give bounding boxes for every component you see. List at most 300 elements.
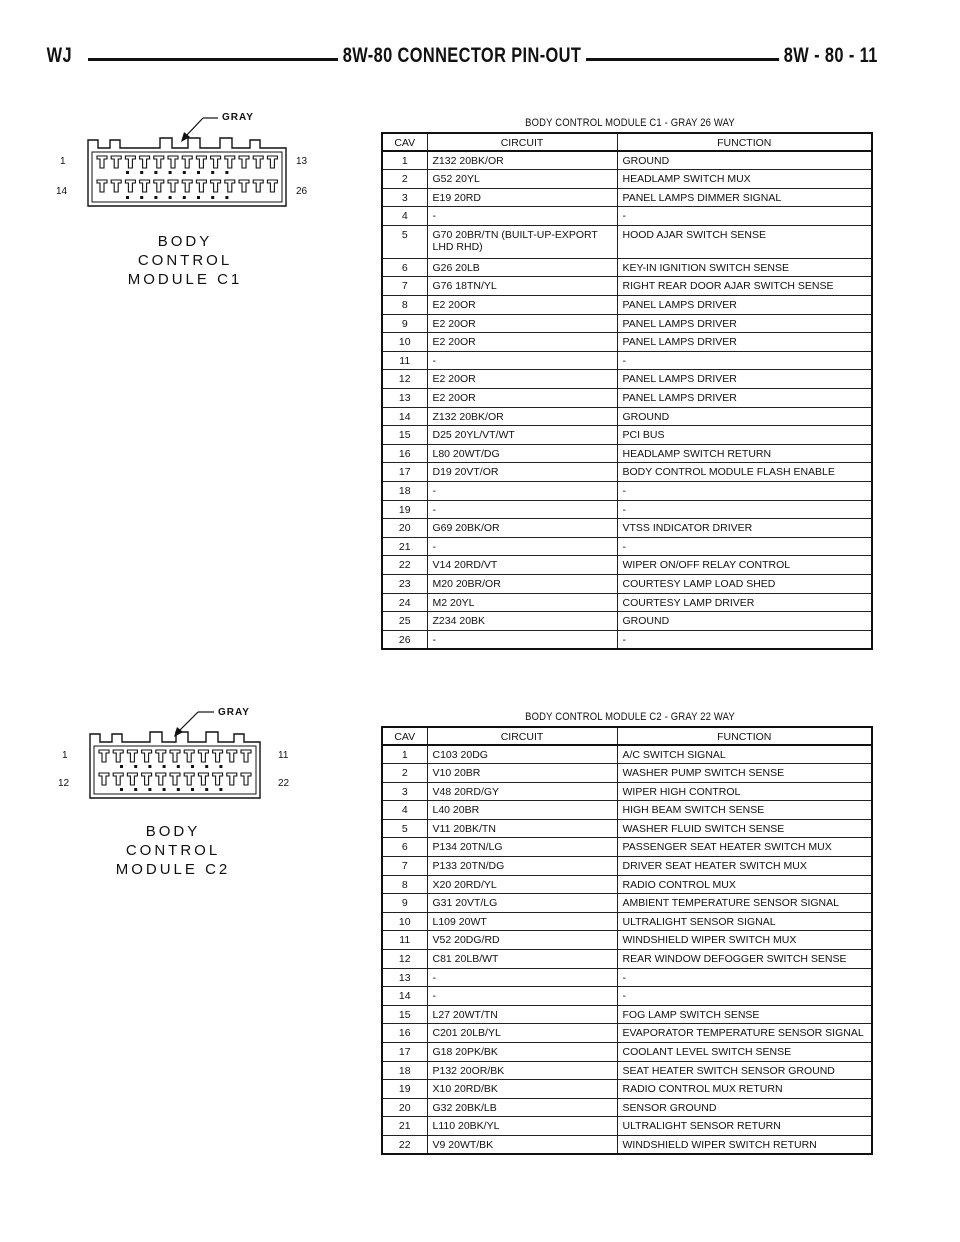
- pin-cavity: [127, 750, 137, 762]
- table-row: [382, 444, 872, 463]
- cell-function: -: [617, 630, 872, 649]
- cell-circuit: L109 20WT: [427, 912, 617, 931]
- table-row: [382, 1117, 872, 1136]
- header-vehicle-code: WJ: [42, 44, 77, 68]
- pin-cavity: [198, 773, 208, 785]
- pin-cavity: [97, 156, 107, 168]
- connector-c2-label-line: CONTROL: [125, 842, 221, 859]
- cell-circuit: D25 20YL/VT/WT: [427, 426, 617, 445]
- pin-latch: [225, 171, 228, 174]
- pin-cavity: [111, 180, 121, 192]
- pin-cavity: [241, 773, 251, 785]
- cell-function: WINDSHIELD WIPER SWITCH RETURN: [617, 1135, 872, 1154]
- pin-cavity: [156, 750, 166, 762]
- column-header-circuit: CIRCUIT: [427, 133, 617, 151]
- table-c1-title: BODY CONTROL MODULE C1 - GRAY 26 WAY: [525, 117, 735, 129]
- cell-function: -: [617, 987, 872, 1006]
- cell-circuit: X20 20RD/YL: [427, 875, 617, 894]
- table-row: [382, 188, 872, 207]
- connector-c1-pin-26: 26: [296, 186, 308, 197]
- cell-function: EVAPORATOR TEMPERATURE SENSOR SIGNAL: [617, 1024, 872, 1043]
- pin-cavity: [142, 750, 152, 762]
- cell-circuit: E2 20OR: [427, 370, 617, 389]
- connector-c2-label: [98, 822, 248, 879]
- cell-circuit: X10 20RD/BK: [427, 1080, 617, 1099]
- cell-circuit: L40 20BR: [427, 801, 617, 820]
- table-row: [382, 407, 872, 426]
- table-row: [382, 1043, 872, 1062]
- cell-function: WASHER PUMP SWITCH SENSE: [617, 764, 872, 783]
- cell-cav: 14: [382, 407, 427, 426]
- cell-cav: 20: [382, 1098, 427, 1117]
- cell-circuit: P134 20TN/LG: [427, 838, 617, 857]
- cell-function: HIGH BEAM SWITCH SENSE: [617, 801, 872, 820]
- cell-cav: 26: [382, 630, 427, 649]
- cell-circuit: C201 20LB/YL: [427, 1024, 617, 1043]
- cell-function: WASHER FLUID SWITCH SENSE: [617, 819, 872, 838]
- cell-function: -: [617, 500, 872, 519]
- table-row: [382, 207, 872, 226]
- connector-c1-pin-1: 1: [60, 156, 66, 167]
- table-row: [382, 987, 872, 1006]
- pin-latch: [148, 765, 151, 768]
- cell-cav: 15: [382, 426, 427, 445]
- cell-cav: 5: [382, 225, 427, 258]
- cell-circuit: V52 20DG/RD: [427, 931, 617, 950]
- table-row: [382, 556, 872, 575]
- cell-cav: 14: [382, 987, 427, 1006]
- table-row: [382, 500, 872, 519]
- table-row: [382, 574, 872, 593]
- cell-cav: 2: [382, 170, 427, 189]
- cell-cav: 22: [382, 1135, 427, 1154]
- cell-cav: 6: [382, 838, 427, 857]
- pin-cavity: [111, 156, 121, 168]
- cell-circuit: Z132 20BK/OR: [427, 407, 617, 426]
- pin-cavity: [211, 156, 221, 168]
- cell-function: HEADLAMP SWITCH MUX: [617, 170, 872, 189]
- table-row: [382, 519, 872, 538]
- cell-circuit: V9 20WT/BK: [427, 1135, 617, 1154]
- table-row: [382, 612, 872, 631]
- connector-c1-color: GRAY: [222, 112, 254, 123]
- cell-circuit: E19 20RD: [427, 188, 617, 207]
- cell-function: COURTESY LAMP LOAD SHED: [617, 574, 872, 593]
- pin-latch: [219, 765, 222, 768]
- table-row: [382, 314, 872, 333]
- pin-cavity: [125, 156, 135, 168]
- cell-circuit: P133 20TN/DG: [427, 857, 617, 876]
- cell-cav: 3: [382, 782, 427, 801]
- cell-function: PANEL LAMPS DRIVER: [617, 296, 872, 315]
- cell-cav: 11: [382, 931, 427, 950]
- table-row: [382, 950, 872, 969]
- pin-latch: [225, 196, 228, 199]
- cell-circuit: P132 20OR/BK: [427, 1061, 617, 1080]
- connector-c1-label-line: CONTROL: [137, 252, 233, 269]
- cell-cav: 17: [382, 463, 427, 482]
- cell-circuit: Z234 20BK: [427, 612, 617, 631]
- pin-latch: [140, 171, 143, 174]
- cell-circuit: -: [427, 537, 617, 556]
- pin-latch: [205, 765, 208, 768]
- cell-function: WIPER ON/OFF RELAY CONTROL: [617, 556, 872, 575]
- cell-function: GROUND: [617, 407, 872, 426]
- cell-circuit: -: [427, 987, 617, 1006]
- page-header: [48, 44, 876, 74]
- connector-c2-label-line: BODY: [145, 823, 201, 840]
- table-row: [382, 819, 872, 838]
- pin-cavity: [168, 180, 178, 192]
- pin-cavity: [196, 156, 206, 168]
- cell-function: PANEL LAMPS DRIVER: [617, 333, 872, 352]
- pin-cavity: [182, 180, 192, 192]
- cell-circuit: -: [427, 482, 617, 501]
- table-row: [382, 931, 872, 950]
- cell-function: RIGHT REAR DOOR AJAR SWITCH SENSE: [617, 277, 872, 296]
- cell-function: PANEL LAMPS DRIVER: [617, 370, 872, 389]
- cell-circuit: G26 20LB: [427, 258, 617, 277]
- cell-function: SEAT HEATER SWITCH SENSOR GROUND: [617, 1061, 872, 1080]
- pin-cavity: [113, 750, 123, 762]
- cell-circuit: G70 20BR/TN (BUILT-UP-EXPORT LHD RHD): [427, 225, 617, 258]
- cell-cav: 20: [382, 519, 427, 538]
- table-c2-title: BODY CONTROL MODULE C2 - GRAY 22 WAY: [525, 711, 735, 723]
- table-row: [382, 482, 872, 501]
- pin-cavity: [170, 750, 180, 762]
- connector-c2-pin-11: 11: [278, 750, 289, 761]
- cell-circuit: G32 20BK/LB: [427, 1098, 617, 1117]
- cell-circuit: G69 20BK/OR: [427, 519, 617, 538]
- connector-c2-diagram: [50, 700, 320, 890]
- pin-cavity: [140, 180, 150, 192]
- cell-cav: 7: [382, 857, 427, 876]
- pin-latch: [163, 788, 166, 791]
- table-row: [382, 537, 872, 556]
- pin-cavity: [99, 750, 109, 762]
- pin-cavity: [241, 750, 251, 762]
- table-row: [382, 838, 872, 857]
- table-row: [382, 1098, 872, 1117]
- pin-latch: [205, 788, 208, 791]
- cell-cav: 3: [382, 188, 427, 207]
- pin-cavity: [170, 773, 180, 785]
- pin-cavity: [182, 156, 192, 168]
- cell-cav: 6: [382, 258, 427, 277]
- cell-circuit: -: [427, 351, 617, 370]
- cell-circuit: V11 20BK/TN: [427, 819, 617, 838]
- pin-cavity: [198, 750, 208, 762]
- cell-circuit: -: [427, 207, 617, 226]
- cell-cav: 12: [382, 370, 427, 389]
- cell-circuit: E2 20OR: [427, 314, 617, 333]
- pin-cavity: [239, 180, 249, 192]
- cell-function: WINDSHIELD WIPER SWITCH MUX: [617, 931, 872, 950]
- pin-cavity: [213, 773, 223, 785]
- cell-cav: 8: [382, 296, 427, 315]
- cell-cav: 9: [382, 894, 427, 913]
- connector-c1-drawing: [50, 110, 320, 220]
- cell-function: VTSS INDICATOR DRIVER: [617, 519, 872, 538]
- table-row: [382, 333, 872, 352]
- cell-cav: 11: [382, 351, 427, 370]
- cell-function: RADIO CONTROL MUX: [617, 875, 872, 894]
- cell-function: BODY CONTROL MODULE FLASH ENABLE: [617, 463, 872, 482]
- connector-c2-pin-12: 12: [58, 778, 70, 789]
- table-row: [382, 745, 872, 764]
- pin-latch: [183, 196, 186, 199]
- cell-function: AMBIENT TEMPERATURE SENSOR SIGNAL: [617, 894, 872, 913]
- cell-function: HEADLAMP SWITCH RETURN: [617, 444, 872, 463]
- cell-circuit: -: [427, 500, 617, 519]
- pin-cavity: [253, 156, 263, 168]
- table-row: [382, 151, 872, 170]
- table-row: [382, 426, 872, 445]
- pin-latch: [219, 788, 222, 791]
- cell-cav: 5: [382, 819, 427, 838]
- cell-circuit: E2 20OR: [427, 333, 617, 352]
- cell-function: -: [617, 482, 872, 501]
- table-row: [382, 1080, 872, 1099]
- table-row: [382, 1024, 872, 1043]
- cell-cav: 10: [382, 333, 427, 352]
- cell-function: A/C SWITCH SIGNAL: [617, 745, 872, 764]
- table-row: [382, 296, 872, 315]
- cell-cav: 13: [382, 389, 427, 408]
- pin-cavity: [184, 750, 194, 762]
- table-row: [382, 258, 872, 277]
- cell-cav: 18: [382, 1061, 427, 1080]
- connector-c1-label-line: BODY: [157, 233, 213, 250]
- cell-circuit: Z132 20BK/OR: [427, 151, 617, 170]
- pin-latch: [191, 788, 194, 791]
- pin-latch: [169, 171, 172, 174]
- cell-circuit: G76 18TN/YL: [427, 277, 617, 296]
- pin-latch: [177, 765, 180, 768]
- pin-latch: [191, 765, 194, 768]
- cell-cav: 21: [382, 1117, 427, 1136]
- table-row: [382, 894, 872, 913]
- connector-c2-color: GRAY: [218, 707, 250, 718]
- table-row: [382, 1135, 872, 1154]
- pin-cavity: [227, 750, 237, 762]
- cell-circuit: V48 20RD/GY: [427, 782, 617, 801]
- table-header-row: [382, 133, 872, 151]
- table-row: [382, 170, 872, 189]
- header-page-number: 8W - 80 - 11: [779, 44, 882, 68]
- pin-latch: [134, 765, 137, 768]
- pin-latch: [211, 171, 214, 174]
- table-row: [382, 801, 872, 820]
- column-header-function: FUNCTION: [617, 727, 872, 745]
- cell-function: -: [617, 968, 872, 987]
- pin-cavity: [142, 773, 152, 785]
- cell-function: -: [617, 207, 872, 226]
- cell-function: RADIO CONTROL MUX RETURN: [617, 1080, 872, 1099]
- cell-cav: 17: [382, 1043, 427, 1062]
- table-row: [382, 463, 872, 482]
- pin-cavity: [140, 156, 150, 168]
- cell-cav: 24: [382, 593, 427, 612]
- pin-cavity: [168, 156, 178, 168]
- cell-cav: 19: [382, 1080, 427, 1099]
- pin-cavity: [154, 180, 164, 192]
- table-row: [382, 857, 872, 876]
- pin-cavity: [211, 180, 221, 192]
- pin-latch: [140, 196, 143, 199]
- table-c1: [381, 132, 873, 650]
- cell-function: KEY-IN IGNITION SWITCH SENSE: [617, 258, 872, 277]
- pin-latch: [163, 765, 166, 768]
- cell-circuit: -: [427, 630, 617, 649]
- cell-cav: 21: [382, 537, 427, 556]
- cell-cav: 8: [382, 875, 427, 894]
- cell-function: PANEL LAMPS DIMMER SIGNAL: [617, 188, 872, 207]
- cell-cav: 15: [382, 1005, 427, 1024]
- table-row: [382, 912, 872, 931]
- table-row: [382, 277, 872, 296]
- column-header-cav: CAV: [382, 727, 427, 745]
- pin-cavity: [213, 750, 223, 762]
- cell-function: REAR WINDOW DEFOGGER SWITCH SENSE: [617, 950, 872, 969]
- pin-cavity: [225, 156, 235, 168]
- cell-function: -: [617, 351, 872, 370]
- pin-latch: [120, 788, 123, 791]
- cell-function: DRIVER SEAT HEATER SWITCH MUX: [617, 857, 872, 876]
- table-row: [382, 389, 872, 408]
- cell-circuit: G31 20VT/LG: [427, 894, 617, 913]
- cell-cav: 19: [382, 500, 427, 519]
- cell-function: PCI BUS: [617, 426, 872, 445]
- cell-function: GROUND: [617, 151, 872, 170]
- cell-cav: 13: [382, 968, 427, 987]
- table-header-row: [382, 727, 872, 745]
- table-row: [382, 782, 872, 801]
- cell-cav: 12: [382, 950, 427, 969]
- cell-circuit: L80 20WT/DG: [427, 444, 617, 463]
- pin-cavity: [113, 773, 123, 785]
- pin-cavity: [97, 180, 107, 192]
- connector-c1-label-line: MODULE C1: [127, 271, 243, 288]
- cell-function: PANEL LAMPS DRIVER: [617, 389, 872, 408]
- cell-cav: 22: [382, 556, 427, 575]
- cell-function: SENSOR GROUND: [617, 1098, 872, 1117]
- cell-function: GROUND: [617, 612, 872, 631]
- cell-circuit: D19 20VT/OR: [427, 463, 617, 482]
- table-c2: [381, 726, 873, 1155]
- cell-cav: 9: [382, 314, 427, 333]
- table-row: [382, 630, 872, 649]
- cell-function: HOOD AJAR SWITCH SENSE: [617, 225, 872, 258]
- cell-cav: 23: [382, 574, 427, 593]
- cell-cav: 1: [382, 151, 427, 170]
- cell-function: FOG LAMP SWITCH SENSE: [617, 1005, 872, 1024]
- cell-cav: 10: [382, 912, 427, 931]
- pin-latch: [177, 788, 180, 791]
- pin-latch: [183, 171, 186, 174]
- cell-function: COURTESY LAMP DRIVER: [617, 593, 872, 612]
- cell-circuit: M2 20YL: [427, 593, 617, 612]
- connector-c1-pin-13: 13: [296, 156, 308, 167]
- table-row: [382, 875, 872, 894]
- cell-cav: 16: [382, 444, 427, 463]
- connector-c2-label-line: MODULE C2: [115, 861, 231, 878]
- table-row: [382, 370, 872, 389]
- connector-c1-pin-14: 14: [56, 186, 68, 197]
- pin-cavity: [154, 156, 164, 168]
- pin-cavity: [267, 180, 277, 192]
- cell-circuit: G52 20YL: [427, 170, 617, 189]
- cell-circuit: E2 20OR: [427, 296, 617, 315]
- header-section-title: 8W-80 CONNECTOR PIN-OUT: [338, 44, 586, 68]
- cell-cav: 16: [382, 1024, 427, 1043]
- cell-cav: 18: [382, 482, 427, 501]
- pin-latch: [169, 196, 172, 199]
- pin-latch: [211, 196, 214, 199]
- cell-cav: 1: [382, 745, 427, 764]
- pin-latch: [126, 171, 129, 174]
- pin-cavity: [125, 180, 135, 192]
- pin-cavity: [196, 180, 206, 192]
- pin-latch: [197, 171, 200, 174]
- pin-latch: [126, 196, 129, 199]
- pin-cavity: [225, 180, 235, 192]
- cell-function: PANEL LAMPS DRIVER: [617, 314, 872, 333]
- table-row: [382, 1005, 872, 1024]
- cell-circuit: C81 20LB/WT: [427, 950, 617, 969]
- pin-cavity: [239, 156, 249, 168]
- cell-circuit: V14 20RD/VT: [427, 556, 617, 575]
- cell-circuit: L27 20WT/TN: [427, 1005, 617, 1024]
- cell-function: COOLANT LEVEL SWITCH SENSE: [617, 1043, 872, 1062]
- table-row: [382, 764, 872, 783]
- cell-circuit: L110 20BK/YL: [427, 1117, 617, 1136]
- cell-function: WIPER HIGH CONTROL: [617, 782, 872, 801]
- cell-circuit: V10 20BR: [427, 764, 617, 783]
- cell-circuit: G18 20PK/BK: [427, 1043, 617, 1062]
- table-row: [382, 593, 872, 612]
- cell-cav: 25: [382, 612, 427, 631]
- cell-function: -: [617, 537, 872, 556]
- pin-latch: [154, 196, 157, 199]
- pin-latch: [148, 788, 151, 791]
- pin-latch: [120, 765, 123, 768]
- connector-c1-diagram: [50, 110, 320, 300]
- cell-cav: 4: [382, 801, 427, 820]
- pin-cavity: [184, 773, 194, 785]
- column-header-cav: CAV: [382, 133, 427, 151]
- pin-cavity: [253, 180, 263, 192]
- pin-latch: [154, 171, 157, 174]
- cell-cav: 4: [382, 207, 427, 226]
- pin-cavity: [99, 773, 109, 785]
- connector-c1-label: [110, 232, 260, 289]
- cell-cav: 2: [382, 764, 427, 783]
- table-row: [382, 968, 872, 987]
- pin-cavity: [227, 773, 237, 785]
- cell-circuit: E2 20OR: [427, 389, 617, 408]
- column-header-function: FUNCTION: [617, 133, 872, 151]
- column-header-circuit: CIRCUIT: [427, 727, 617, 745]
- cell-circuit: C103 20DG: [427, 745, 617, 764]
- cell-function: ULTRALIGHT SENSOR RETURN: [617, 1117, 872, 1136]
- cell-circuit: M20 20BR/OR: [427, 574, 617, 593]
- cell-function: PASSENGER SEAT HEATER SWITCH MUX: [617, 838, 872, 857]
- cell-circuit: -: [427, 968, 617, 987]
- cell-cav: 7: [382, 277, 427, 296]
- cell-function: ULTRALIGHT SENSOR SIGNAL: [617, 912, 872, 931]
- connector-c2-pin-22: 22: [278, 778, 290, 789]
